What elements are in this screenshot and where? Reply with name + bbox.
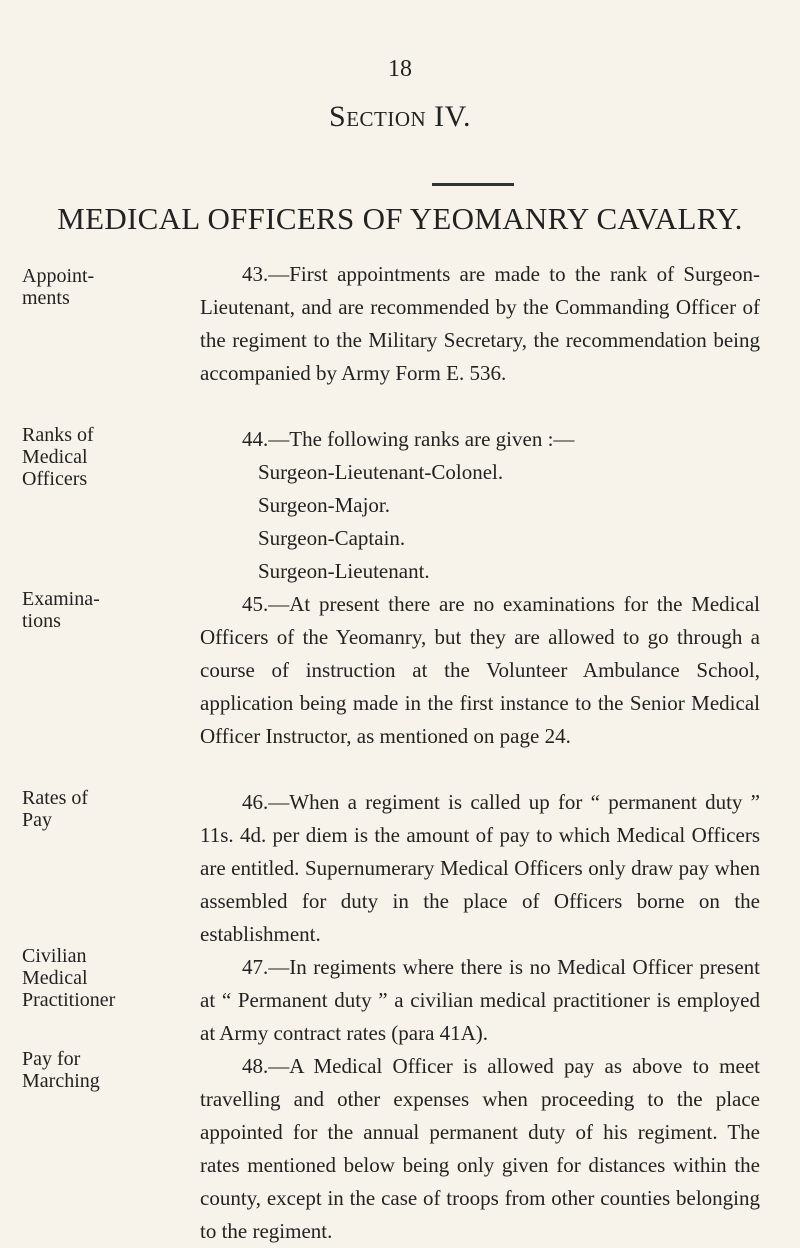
paragraph-44 — [200, 423, 760, 456]
page-number: 18 — [388, 56, 412, 82]
margin-note-line: tions — [22, 610, 61, 632]
rank-item: Surgeon-Lieutenant. — [258, 559, 430, 583]
paragraph-text: 47.—In regiments where there is no Medical Officer present at “ Permanent duty ” a civilian medical practitioner is employed at Army contract rates (para 41A). — [200, 955, 760, 1045]
margin-note-line: Civilian — [22, 945, 87, 967]
margin-note-line: Pay — [22, 809, 52, 831]
paragraph-48 — [200, 1050, 760, 1248]
margin-note-line: Marching — [22, 1070, 100, 1092]
paragraph-text: 48.—A Medical Officer is allowed pay as above to meet travelling and other expenses when proceeding to the place appointed for the annual permanent duty of his regiment. The rates mentioned below being only given for distances within the county, except in the case of troops from other counties belonging to the regiment. — [200, 1054, 760, 1243]
paragraph-text: 46.—When a regiment is called up for “ permanent duty ” 11s. 4d. per diem is the amount of pay to which Medical Officers are entitled. Supernumerary Medical Officers only draw pay when assembled for duty in the place of Officers borne on the establishment. — [200, 790, 760, 946]
margin-note-line: Medical — [22, 967, 88, 989]
section-heading: Section IV. — [329, 100, 471, 133]
paragraph-text: 45.—At present there are no examinations for the Medical Officers of the Yeomanry, but they are allowed to go through a course of instruction at the Volunteer Ambulance School, application being made in the first instance to the Senior Medical Officer Instructor, as mentioned on page 24. — [200, 592, 760, 748]
margin-note-line: Practitioner — [22, 989, 116, 1011]
paragraph-43 — [200, 258, 760, 390]
margin-note-ranks — [22, 424, 172, 490]
margin-note-marching — [22, 1048, 172, 1092]
rank-item: Surgeon-Lieutenant-Colonel. — [258, 460, 504, 484]
margin-note-line: Rates of — [22, 787, 89, 809]
paragraph-45 — [200, 588, 760, 753]
margin-note-line: Pay for — [22, 1048, 81, 1070]
page-title: MEDICAL OFFICERS OF YEOMANRY CAVALRY. — [57, 201, 743, 236]
margin-note-line: Appoint- — [22, 265, 95, 287]
margin-note-appointments — [22, 265, 172, 309]
margin-note-rates — [22, 787, 172, 831]
rank-item: Surgeon-Captain. — [258, 526, 406, 550]
margin-note-examinations — [22, 588, 172, 632]
margin-note-line: ments — [22, 287, 70, 309]
heading-divider — [432, 183, 514, 186]
margin-note-line: Examina- — [22, 588, 100, 610]
paragraph-47 — [200, 951, 760, 1050]
paragraph-46 — [200, 786, 760, 951]
rank-item: Surgeon-Major. — [258, 493, 391, 517]
margin-note-line: Officers — [22, 468, 88, 490]
margin-note-line: Medical — [22, 446, 88, 468]
paragraph-text: 43.—First appointments are made to the rank of Surgeon-Lieutenant, and are recommended by the Commanding Officer of the regiment to the Military Secretary, the recommendation being accompanied by Army Form E. 536. — [200, 262, 760, 385]
paragraph-text: 44.—The following ranks are given :— — [242, 427, 575, 451]
margin-note-line: Ranks of — [22, 424, 94, 446]
margin-note-civilian — [22, 945, 172, 1011]
